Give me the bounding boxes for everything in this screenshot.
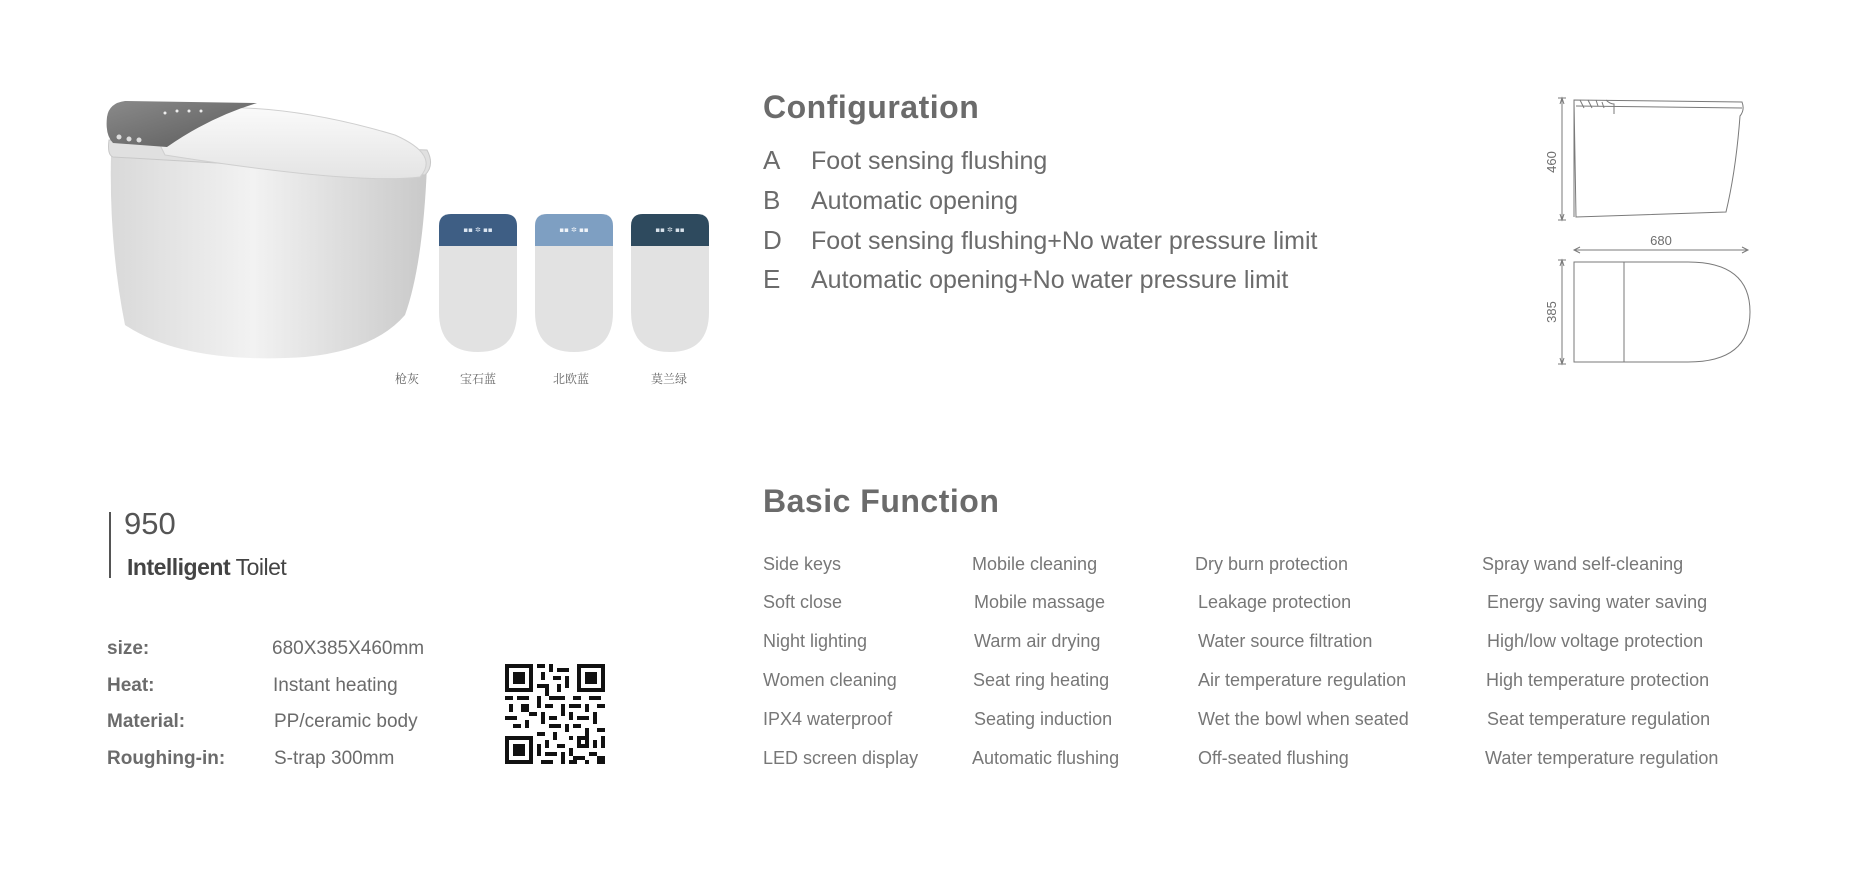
qr-code[interactable] (505, 664, 605, 764)
configuration-title: Configuration (763, 89, 980, 125)
function-item: Warm air drying (974, 631, 1101, 651)
function-item: Air temperature regulation (1198, 670, 1407, 690)
function-item: Wet the bowl when seated (1198, 709, 1409, 729)
svg-text:▪▪ ✲ ▪▪: ▪▪ ✲ ▪▪ (463, 226, 493, 234)
basic-function-title: Basic Function (763, 483, 1000, 519)
function-item: Side keys (763, 554, 842, 574)
model-number: 950 (124, 506, 176, 541)
model-divider (109, 512, 111, 578)
config-letter: A (763, 145, 781, 175)
function-item: LED screen display (763, 748, 919, 768)
config-text: Automatic opening (811, 187, 1019, 215)
function-item: IPX4 waterproof (763, 709, 893, 729)
color-label-gem-blue: 宝石蓝 (459, 372, 496, 386)
function-item: Seating induction (974, 709, 1113, 729)
function-item: Energy saving water saving (1487, 592, 1708, 612)
svg-text:▪▪ ✲ ▪▪: ▪▪ ✲ ▪▪ (655, 226, 685, 234)
dimension-height-label: 460 (1544, 151, 1559, 173)
svg-text:▪▪ ✲ ▪▪: ▪▪ ✲ ▪▪ (559, 226, 589, 234)
spec-label-roughing-in: Roughing-in: (107, 748, 226, 769)
spec-value-material: PP/ceramic body (274, 711, 418, 732)
config-item (763, 184, 1018, 216)
function-item: Seat temperature regulation (1487, 709, 1711, 729)
dimension-drawing (1540, 90, 1760, 370)
config-item (763, 224, 1317, 256)
function-item: Soft close (763, 592, 843, 612)
model-name-regular: Toilet (235, 554, 287, 580)
seat-swatch-morandi-green (629, 212, 711, 354)
function-item: High/low voltage protection (1487, 631, 1704, 651)
function-item: Leakage protection (1198, 592, 1352, 612)
config-item (763, 263, 1288, 295)
config-letter: D (763, 225, 782, 255)
color-label-nordic-blue: 北欧蓝 (552, 372, 589, 386)
spec-label-material: Material: (107, 711, 186, 732)
color-label-morandi-green: 莫兰绿 (650, 372, 687, 386)
function-item: Mobile cleaning (972, 554, 1098, 574)
function-item: Mobile massage (974, 592, 1106, 612)
function-item: Water temperature regulation (1485, 748, 1719, 768)
config-item (763, 144, 1047, 176)
function-item: Night lighting (763, 631, 868, 651)
function-item: Off-seated flushing (1198, 748, 1349, 768)
function-item: Water source filtration (1198, 631, 1373, 651)
spec-label-heat: Heat: (107, 675, 155, 696)
model-name-bold: Intelligent (127, 554, 231, 580)
function-item: High temperature protection (1486, 670, 1710, 690)
config-text: Foot sensing flushing (811, 147, 1048, 175)
spec-value-size: 680X385X460mm (272, 638, 425, 659)
config-letter: B (763, 185, 781, 215)
config-text: Foot sensing flushing+No water pressure limit (811, 227, 1318, 255)
function-item: Women cleaning (763, 670, 897, 690)
function-item: Spray wand self-cleaning (1482, 554, 1684, 574)
toilet-product-image (105, 95, 435, 365)
color-label-gun-gray: 枪灰 (394, 372, 419, 386)
spec-value-roughing-in: S-trap 300mm (274, 748, 395, 769)
function-item: Seat ring heating (973, 670, 1110, 690)
function-item: Automatic flushing (972, 748, 1120, 768)
spec-value-heat: Instant heating (273, 675, 398, 696)
model-name (127, 554, 286, 581)
dimension-length-label: 680 (1650, 233, 1672, 248)
config-letter: E (763, 264, 781, 294)
dimension-width-label: 385 (1544, 301, 1559, 323)
config-text: Automatic opening+No water pressure limit (811, 266, 1289, 294)
seat-swatch-nordic-blue (533, 212, 615, 354)
spec-label-size: size: (107, 638, 150, 659)
seat-swatch-gem-blue (437, 212, 519, 354)
function-item: Dry burn protection (1195, 554, 1349, 574)
